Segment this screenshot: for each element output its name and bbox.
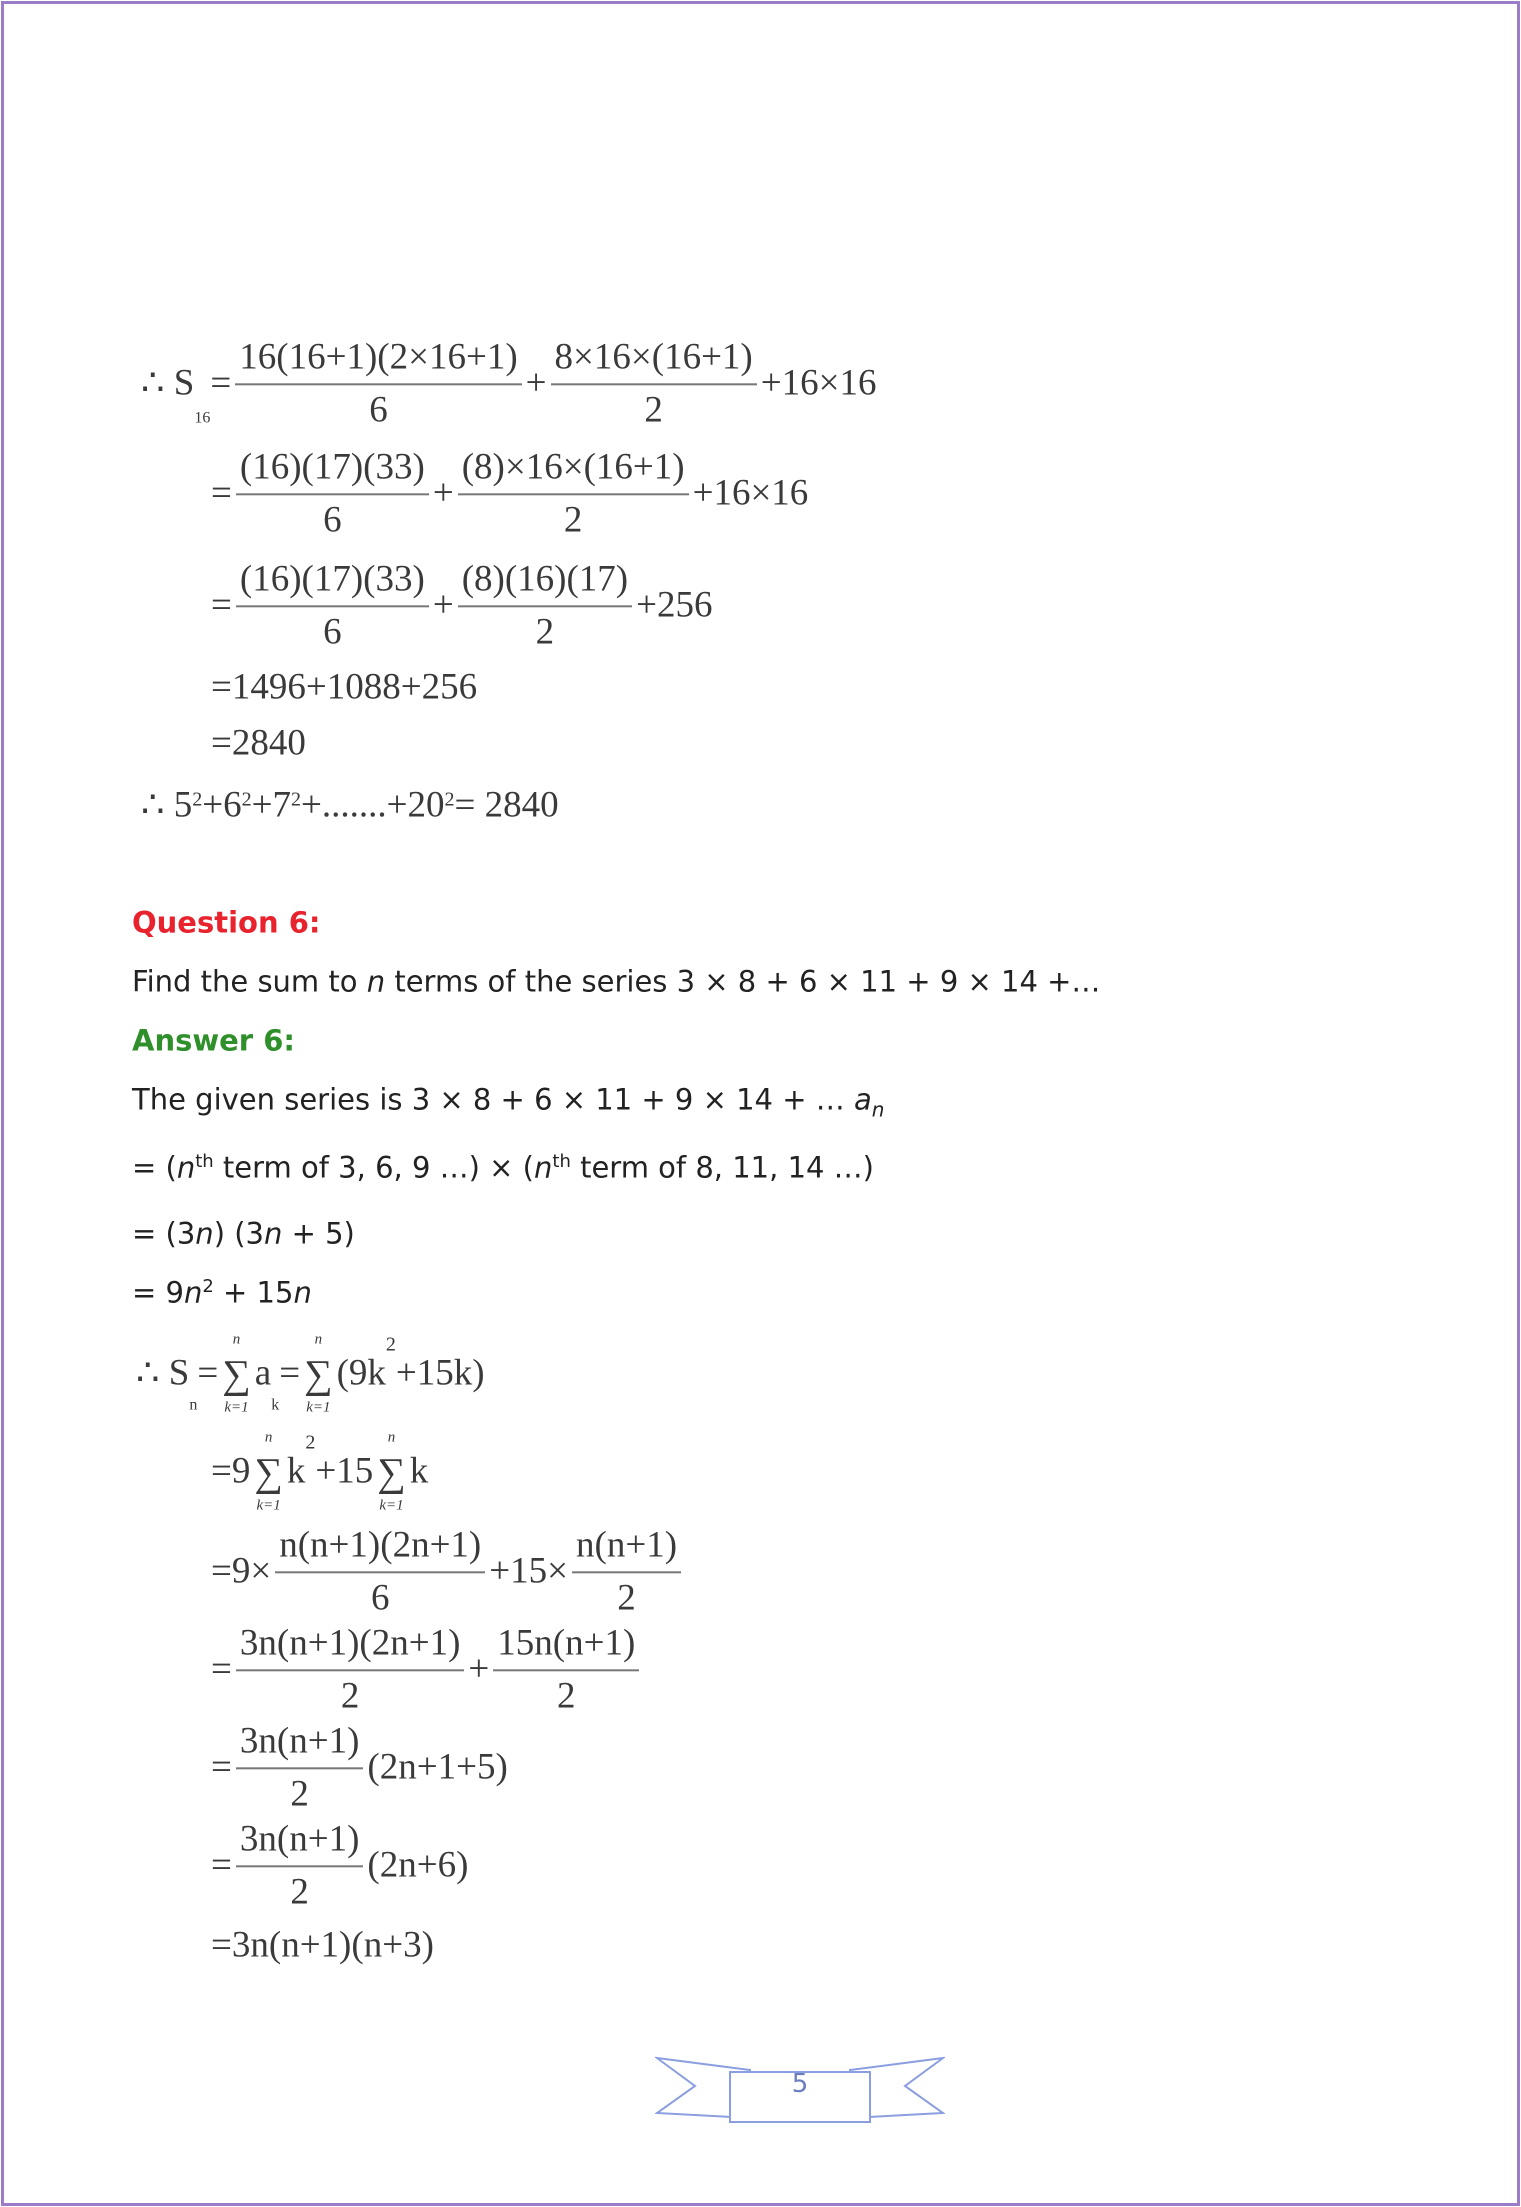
math-text: +15×: [489, 1550, 568, 1592]
math-superscript: 2: [241, 788, 252, 811]
text: + 5): [282, 1216, 355, 1251]
text: The given series is 3 × 8 + 6 × 11 + 9 × 14 + …: [132, 1082, 854, 1117]
math-text: k: [409, 1450, 429, 1492]
math-line: [141, 786, 559, 827]
math-subscript: k: [271, 1396, 280, 1414]
denominator: 2: [290, 1871, 309, 1912]
summation-symbol: [222, 1331, 251, 1418]
denominator: 2: [340, 1675, 360, 1716]
math-text: =: [197, 1352, 219, 1394]
math-text: =: [211, 1648, 232, 1690]
text: term of 8, 11, 14 …): [570, 1150, 874, 1185]
numerator: 15n(n+1): [493, 1623, 639, 1671]
variable: n: [263, 1216, 283, 1251]
text: term of 3, 6, 9 …) × (: [213, 1150, 534, 1185]
numerator: n(n+1)(2n+1): [275, 1525, 485, 1573]
text: = 9: [132, 1275, 184, 1310]
numerator: n(n+1): [572, 1525, 681, 1573]
numerator: 8×16×(16+1): [551, 337, 757, 385]
variable: a: [853, 1082, 872, 1117]
math-line: [211, 1525, 685, 1618]
math-subscript: n: [189, 1396, 198, 1414]
question-text: [132, 962, 1100, 1003]
math-fraction: [236, 559, 429, 652]
math-text: =: [211, 1746, 232, 1788]
math-text: =1496+1088+256: [211, 666, 478, 708]
answer-line: [132, 1080, 884, 1121]
sum-lower-limit: k=1: [256, 1497, 281, 1513]
text: ) (3: [213, 1216, 264, 1251]
math-text: +.......+20: [301, 784, 445, 826]
math-fraction: [236, 447, 429, 540]
superscript: th: [552, 1151, 571, 1173]
math-text: =2840: [211, 722, 306, 764]
text: = (: [132, 1150, 177, 1185]
sigma-icon: ∑: [222, 1351, 251, 1396]
math-text: =: [279, 1352, 301, 1394]
math-text: = 2840: [454, 784, 559, 826]
sigma-icon: ∑: [377, 1449, 406, 1494]
math-text: (2n+6): [367, 1844, 469, 1886]
denominator: 2: [535, 611, 555, 652]
math-line: [211, 1926, 434, 1967]
numerator: 16(16+1)(2×16+1): [235, 337, 521, 385]
text: = (3: [132, 1216, 196, 1251]
subscript: n: [871, 1097, 885, 1122]
answer-line: [132, 1148, 874, 1189]
math-superscript: 2: [291, 788, 302, 811]
math-text: +7: [251, 784, 292, 826]
denominator: 6: [323, 499, 342, 540]
sum-upper-limit: n: [314, 1331, 323, 1348]
math-fraction: [572, 1525, 681, 1618]
page-number: 5: [791, 2069, 809, 2099]
denominator: 6: [323, 611, 342, 652]
math-superscript: 2: [192, 788, 203, 811]
sum-upper-limit: n: [387, 1429, 396, 1446]
math-line: [211, 1429, 428, 1516]
math-superscript: 2: [444, 788, 455, 811]
text: Find the sum to: [132, 964, 367, 999]
variable: n: [183, 1275, 203, 1310]
superscript: 2: [202, 1276, 214, 1298]
math-line: [211, 559, 713, 652]
superscript: th: [195, 1151, 214, 1173]
math-text: =9×: [211, 1550, 272, 1592]
numerator: 3n(n+1): [236, 1819, 364, 1867]
math-text: k: [286, 1450, 306, 1492]
denominator: 2: [557, 1675, 576, 1716]
numerator: (16)(17)(33): [236, 447, 429, 495]
text: + 15: [213, 1275, 294, 1310]
summation-symbol: [254, 1429, 283, 1516]
numerator: (16)(17)(33): [236, 559, 429, 607]
math-text: +: [468, 1648, 490, 1690]
math-text: +: [525, 362, 547, 404]
math-superscript: 2: [385, 1333, 396, 1356]
sum-upper-limit: n: [264, 1429, 273, 1446]
math-text: ∴ S: [141, 362, 195, 404]
sum-lower-limit: k=1: [379, 1497, 404, 1513]
answer-line: [132, 1214, 355, 1255]
math-line: [211, 724, 306, 765]
math-line: [211, 1623, 643, 1716]
math-fraction: [235, 337, 521, 430]
math-fraction: [458, 447, 689, 540]
math-line: [136, 1331, 485, 1418]
math-text: ∴ 5: [141, 784, 193, 826]
math-fraction: [275, 1525, 485, 1618]
math-text: =3n(n+1)(n+3): [211, 1924, 434, 1966]
numerator: (8)(16)(17): [458, 559, 632, 607]
answer-line: [132, 1273, 312, 1314]
denominator: 2: [617, 1577, 636, 1618]
numerator: (8)×16×(16+1): [458, 447, 689, 495]
summation-symbol: [377, 1429, 406, 1516]
math-text: +16×16: [760, 362, 877, 404]
denominator: 2: [644, 389, 663, 430]
denominator: 6: [371, 1577, 390, 1618]
math-text: +256: [636, 584, 713, 626]
math-text: =9: [211, 1450, 251, 1492]
variable: n: [293, 1275, 312, 1310]
answer-heading: Answer 6:: [132, 1023, 295, 1058]
math-fraction: [236, 1819, 364, 1912]
math-fraction: [236, 1623, 465, 1716]
denominator: 6: [369, 389, 388, 430]
sigma-icon: ∑: [304, 1351, 333, 1396]
math-text: +6: [202, 784, 242, 826]
math-line: [141, 337, 877, 430]
math-line: [211, 447, 808, 540]
variable: n: [195, 1216, 214, 1251]
variable: n: [534, 1150, 553, 1185]
math-fraction: [458, 559, 632, 652]
math-text: =: [210, 362, 232, 404]
variable: n: [176, 1150, 196, 1185]
math-text: =: [211, 1844, 232, 1886]
math-text: +: [432, 472, 454, 514]
math-text: +16×16: [692, 472, 809, 514]
math-fraction: [493, 1623, 639, 1716]
denominator: 2: [563, 499, 583, 540]
summation-symbol: [304, 1331, 333, 1418]
math-text: ∴ S: [136, 1352, 190, 1394]
math-subscript: 16: [194, 409, 211, 427]
variable: n: [366, 964, 386, 999]
denominator: 2: [290, 1773, 309, 1814]
math-fraction: [551, 337, 757, 430]
math-text: =: [211, 584, 232, 626]
math-text: (2n+1+5): [367, 1746, 508, 1788]
math-superscript: 2: [305, 1431, 316, 1454]
text: terms of the series 3 × 8 + 6 × 11 + 9 × 14 +…: [385, 964, 1101, 999]
math-text: (9k: [336, 1352, 386, 1394]
math-line: [211, 668, 477, 709]
sigma-icon: ∑: [254, 1449, 283, 1494]
sum-lower-limit: k=1: [224, 1399, 249, 1415]
question-heading: Question 6:: [132, 905, 321, 940]
math-line: [211, 1721, 508, 1814]
numerator: 3n(n+1)(2n+1): [236, 1623, 465, 1671]
math-fraction: [236, 1721, 364, 1814]
sum-lower-limit: k=1: [306, 1399, 331, 1415]
math-line: [211, 1819, 468, 1912]
math-text: +15: [315, 1450, 374, 1492]
math-text: +: [432, 584, 454, 626]
sum-upper-limit: n: [232, 1331, 241, 1348]
numerator: 3n(n+1): [236, 1721, 364, 1769]
math-text: a: [254, 1352, 272, 1394]
math-text: =: [211, 472, 232, 514]
math-text: +15k): [395, 1352, 485, 1394]
